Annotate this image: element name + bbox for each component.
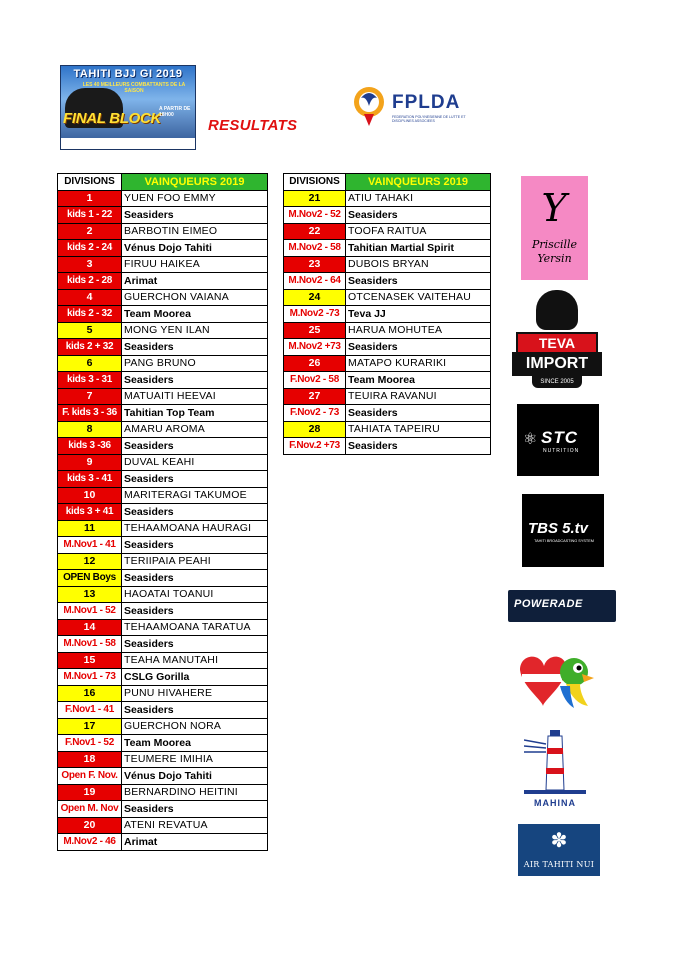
division-label: F.Nov1 - 52 bbox=[58, 735, 122, 752]
division-label: kids 2 - 28 bbox=[58, 273, 122, 290]
division-label: M.Nov2 - 52 bbox=[284, 207, 346, 224]
winner-club: Seasiders bbox=[122, 471, 268, 488]
winner-name: YUEN FOO EMMY bbox=[122, 190, 268, 207]
result-division-row bbox=[58, 207, 268, 224]
mahina-name: MAHINA bbox=[534, 798, 576, 808]
winner-name: PANG BRUNO bbox=[122, 355, 268, 372]
priscille-monogram: Y bbox=[541, 186, 567, 230]
winner-club: Seasiders bbox=[346, 207, 491, 224]
result-number-row bbox=[58, 454, 268, 471]
winner-club: Seasiders bbox=[122, 207, 268, 224]
result-division-row bbox=[58, 768, 268, 785]
result-division-row bbox=[58, 669, 268, 686]
event-poster bbox=[60, 65, 196, 150]
winner-club: Teva JJ bbox=[346, 306, 491, 323]
winner-club: Seasiders bbox=[122, 537, 268, 554]
result-number-row bbox=[58, 256, 268, 273]
tbs-sub: TAHITI BROADCASTING SYSTEM bbox=[534, 539, 594, 543]
stc-name: STC bbox=[541, 428, 578, 447]
poster-sponsor-strip bbox=[61, 138, 195, 149]
divisions-header: DIVISIONS bbox=[284, 174, 346, 191]
result-number-row bbox=[284, 190, 491, 207]
division-label: F.Nov2 - 58 bbox=[284, 372, 346, 389]
winner-number: 11 bbox=[58, 520, 122, 537]
result-number-row bbox=[58, 355, 268, 372]
poster-subtitle: LES 40 MEILLEURS COMBATTANTS DE LA SAISON bbox=[82, 82, 186, 94]
result-number-row bbox=[58, 685, 268, 702]
result-number-row bbox=[58, 520, 268, 537]
winner-number: 27 bbox=[284, 388, 346, 405]
result-division-row bbox=[284, 372, 491, 389]
division-label: F. kids 3 - 36 bbox=[58, 405, 122, 422]
result-number-row bbox=[58, 223, 268, 240]
winner-name: AMARU AROMA bbox=[122, 421, 268, 438]
winner-number: 5 bbox=[58, 322, 122, 339]
winner-name: OTCENASEK VAITEHAU bbox=[346, 289, 491, 306]
result-number-row bbox=[58, 388, 268, 405]
winner-name: TOOFA RAITUA bbox=[346, 223, 491, 240]
sponsor-priscille-yersin-logo bbox=[521, 176, 588, 280]
winner-name: TEHAAMOANA TARATUA bbox=[122, 619, 268, 636]
lighthouse-icon bbox=[524, 724, 586, 798]
result-number-row bbox=[284, 421, 491, 438]
result-division-row bbox=[58, 306, 268, 323]
winner-name: BERNARDINO HEITINI bbox=[122, 784, 268, 801]
winner-club: Seasiders bbox=[122, 801, 268, 818]
result-number-row bbox=[58, 553, 268, 570]
winner-name: DUBOIS BRYAN bbox=[346, 256, 491, 273]
winner-name: TAHIATA TAPEIRU bbox=[346, 421, 491, 438]
winner-number: 6 bbox=[58, 355, 122, 372]
division-label: M.Nov1 - 52 bbox=[58, 603, 122, 620]
result-number-row bbox=[58, 652, 268, 669]
winner-number: 24 bbox=[284, 289, 346, 306]
result-division-row bbox=[58, 405, 268, 422]
result-number-row bbox=[58, 718, 268, 735]
poster-main-title: FINAL BLOCK bbox=[63, 110, 162, 127]
result-division-row bbox=[58, 273, 268, 290]
result-division-row bbox=[58, 636, 268, 653]
winner-club: Seasiders bbox=[122, 504, 268, 521]
winner-club: Seasiders bbox=[346, 339, 491, 356]
result-division-row bbox=[58, 735, 268, 752]
result-division-row bbox=[284, 273, 491, 290]
winner-number: 13 bbox=[58, 586, 122, 603]
division-label: F.Nov1 - 41 bbox=[58, 702, 122, 719]
divisions-header: DIVISIONS bbox=[58, 174, 122, 191]
result-division-row bbox=[58, 603, 268, 620]
fplda-emblem-icon bbox=[352, 84, 386, 128]
winner-club: Seasiders bbox=[122, 636, 268, 653]
sponsor-air-tahiti-nui-logo bbox=[518, 824, 600, 876]
result-division-row bbox=[58, 240, 268, 257]
division-label: Open F. Nov. bbox=[58, 768, 122, 785]
division-label: M.Nov2 -73 bbox=[284, 306, 346, 323]
winner-club: Team Moorea bbox=[346, 372, 491, 389]
result-number-row bbox=[284, 322, 491, 339]
winner-club: Vénus Dojo Tahiti bbox=[122, 240, 268, 257]
division-label: kids 2 - 24 bbox=[58, 240, 122, 257]
results-title: RESULTATS bbox=[208, 117, 298, 134]
winner-number: 1 bbox=[58, 190, 122, 207]
result-division-row bbox=[58, 504, 268, 521]
since-label: SINCE 2005 bbox=[532, 376, 582, 388]
winner-club: Team Moorea bbox=[122, 735, 268, 752]
result-division-row bbox=[58, 372, 268, 389]
winner-number: 22 bbox=[284, 223, 346, 240]
winner-club: Arimat bbox=[122, 273, 268, 290]
winner-name: TEHAAMOANA HAURAGI bbox=[122, 520, 268, 537]
fplda-fullname: FEDERATION POLYNESIENNE DE LUTTE ET DISCIPLINES ASSOCIEES bbox=[392, 115, 466, 123]
winner-number: 19 bbox=[58, 784, 122, 801]
result-number-row bbox=[284, 256, 491, 273]
division-label: kids 1 - 22 bbox=[58, 207, 122, 224]
division-label: M.Nov2 - 58 bbox=[284, 240, 346, 257]
division-label: M.Nov1 - 41 bbox=[58, 537, 122, 554]
division-label: F.Nov2 - 73 bbox=[284, 405, 346, 422]
result-number-row bbox=[58, 817, 268, 834]
stc-sub: NUTRITION bbox=[543, 448, 580, 454]
result-number-row bbox=[58, 751, 268, 768]
sponsor-powerade-logo bbox=[508, 590, 616, 622]
result-division-row bbox=[284, 438, 491, 455]
winner-number: 23 bbox=[284, 256, 346, 273]
winner-number: 8 bbox=[58, 421, 122, 438]
winners-header: VAINQUEURS 2019 bbox=[122, 174, 268, 191]
winner-club: Vénus Dojo Tahiti bbox=[122, 768, 268, 785]
result-number-row bbox=[284, 223, 491, 240]
result-division-row bbox=[58, 801, 268, 818]
winner-number: 2 bbox=[58, 223, 122, 240]
division-label: kids 2 - 32 bbox=[58, 306, 122, 323]
winner-club: Tahitian Martial Spirit bbox=[346, 240, 491, 257]
winner-name: MATUAITI HEEVAI bbox=[122, 388, 268, 405]
division-label: M.Nov1 - 58 bbox=[58, 636, 122, 653]
result-number-row bbox=[58, 784, 268, 801]
division-label: kids 2 + 32 bbox=[58, 339, 122, 356]
tiare-flower-icon: ✽ bbox=[550, 830, 568, 852]
sponsor-stc-nutrition-logo bbox=[517, 404, 599, 476]
winner-club: Arimat bbox=[122, 834, 268, 851]
winner-name: FIRUU HAIKEA bbox=[122, 256, 268, 273]
winner-number: 15 bbox=[58, 652, 122, 669]
division-label: kids 3 + 41 bbox=[58, 504, 122, 521]
winner-number: 28 bbox=[284, 421, 346, 438]
tbs-name: TBS 5.tv bbox=[528, 520, 589, 537]
result-number-row bbox=[58, 190, 268, 207]
winner-name: BARBOTIN EIMEO bbox=[122, 223, 268, 240]
division-label: kids 3 - 31 bbox=[58, 372, 122, 389]
result-number-row bbox=[58, 322, 268, 339]
results-table-right bbox=[283, 173, 491, 455]
winner-club: Tahitian Top Team bbox=[122, 405, 268, 422]
powerade-name: POWERADE bbox=[514, 598, 583, 610]
winner-club: Seasiders bbox=[346, 405, 491, 422]
winner-club: Seasiders bbox=[346, 273, 491, 290]
division-label: M.Nov2 +73 bbox=[284, 339, 346, 356]
teva-fighter-icon bbox=[536, 290, 578, 330]
winner-name: HAOATAI TOANUI bbox=[122, 586, 268, 603]
result-division-row bbox=[284, 405, 491, 422]
division-label: kids 3 -36 bbox=[58, 438, 122, 455]
division-label: M.Nov1 - 73 bbox=[58, 669, 122, 686]
winner-number: 26 bbox=[284, 355, 346, 372]
winner-number: 17 bbox=[58, 718, 122, 735]
winner-number: 18 bbox=[58, 751, 122, 768]
result-division-row bbox=[58, 570, 268, 587]
poster-title: TAHITI BJJ GI 2019 bbox=[73, 68, 183, 80]
result-division-row bbox=[284, 207, 491, 224]
result-division-row bbox=[58, 702, 268, 719]
winner-number: 4 bbox=[58, 289, 122, 306]
result-number-row bbox=[284, 289, 491, 306]
result-number-row bbox=[58, 289, 268, 306]
results-table-left bbox=[57, 173, 268, 851]
winner-name: GUERCHON VAIANA bbox=[122, 289, 268, 306]
winner-name: PUNU HIVAHERE bbox=[122, 685, 268, 702]
priscille-name: Priscille Yersin bbox=[531, 238, 578, 265]
winner-number: 7 bbox=[58, 388, 122, 405]
winner-club: Seasiders bbox=[122, 603, 268, 620]
winner-number: 25 bbox=[284, 322, 346, 339]
result-number-row bbox=[58, 487, 268, 504]
result-number-row bbox=[284, 388, 491, 405]
winner-club: Seasiders bbox=[122, 702, 268, 719]
winner-club: Seasiders bbox=[122, 372, 268, 389]
atom-icon: ⚛ bbox=[523, 431, 538, 448]
teva-label: TEVA bbox=[516, 332, 598, 354]
division-label: F.Nov.2 +73 bbox=[284, 438, 346, 455]
winner-name: MONG YEN ILAN bbox=[122, 322, 268, 339]
winner-club: Seasiders bbox=[122, 570, 268, 587]
winner-club: CSLG Gorilla bbox=[122, 669, 268, 686]
sponsor-tbs5-logo bbox=[522, 494, 604, 567]
winner-club: Seasiders bbox=[346, 438, 491, 455]
winner-name: TEUMERE IMIHIA bbox=[122, 751, 268, 768]
result-number-row bbox=[58, 619, 268, 636]
winner-name: ATIU TAHAKI bbox=[346, 190, 491, 207]
division-label: Open M. Nov bbox=[58, 801, 122, 818]
division-label: M.Nov2 - 46 bbox=[58, 834, 122, 851]
winner-name: TERIIPAIA PEAHI bbox=[122, 553, 268, 570]
winners-header: VAINQUEURS 2019 bbox=[346, 174, 491, 191]
winner-name: TEAHA MANUTAHI bbox=[122, 652, 268, 669]
result-division-row bbox=[284, 306, 491, 323]
result-division-row bbox=[284, 240, 491, 257]
winner-club: Team Moorea bbox=[122, 306, 268, 323]
division-label: M.Nov2 - 64 bbox=[284, 273, 346, 290]
winner-name: HARUA MOHUTEA bbox=[346, 322, 491, 339]
sponsor-teva-import-logo bbox=[512, 290, 602, 394]
winner-name: TEUIRA RAVANUI bbox=[346, 388, 491, 405]
winner-number: 9 bbox=[58, 454, 122, 471]
winner-name: GUERCHON NORA bbox=[122, 718, 268, 735]
result-division-row bbox=[58, 537, 268, 554]
result-division-row bbox=[58, 834, 268, 851]
winner-number: 12 bbox=[58, 553, 122, 570]
winner-name: ATENI REVATUA bbox=[122, 817, 268, 834]
winner-name: DUVAL KEAHI bbox=[122, 454, 268, 471]
winner-number: 3 bbox=[58, 256, 122, 273]
winner-number: 20 bbox=[58, 817, 122, 834]
result-division-row bbox=[284, 339, 491, 356]
winner-club: Seasiders bbox=[122, 339, 268, 356]
division-label: OPEN Boys bbox=[58, 570, 122, 587]
result-number-row bbox=[58, 586, 268, 603]
result-number-row bbox=[58, 421, 268, 438]
winner-number: 16 bbox=[58, 685, 122, 702]
import-label: IMPORT bbox=[512, 352, 602, 376]
winner-number: 21 bbox=[284, 190, 346, 207]
sponsor-mahina-logo bbox=[524, 724, 586, 810]
result-division-row bbox=[58, 339, 268, 356]
division-label: kids 3 - 41 bbox=[58, 471, 122, 488]
fplda-logo-text: FPLDA bbox=[392, 92, 461, 113]
winner-number: 10 bbox=[58, 487, 122, 504]
result-division-row bbox=[58, 471, 268, 488]
sponsor-parrot-heart-logo bbox=[514, 648, 598, 712]
winner-number: 14 bbox=[58, 619, 122, 636]
winner-club: Seasiders bbox=[122, 438, 268, 455]
winner-name: MARITERAGI TAKUMOE bbox=[122, 487, 268, 504]
air-tahiti-nui-name: AIR TAHITI NUI bbox=[523, 860, 595, 869]
result-number-row bbox=[284, 355, 491, 372]
result-division-row bbox=[58, 438, 268, 455]
winner-name: MATAPO KURARIKI bbox=[346, 355, 491, 372]
poster-side-text: A PARTIR DE 18H00 bbox=[159, 106, 191, 118]
